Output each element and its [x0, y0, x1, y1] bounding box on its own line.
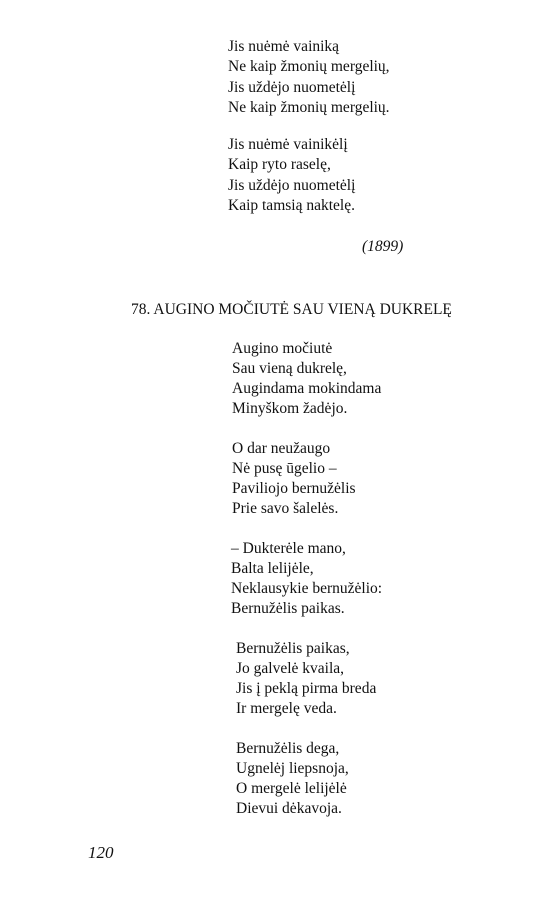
poem-stanza-5 [236, 739, 349, 819]
poem-line: Minyškom žadėjo. [232, 400, 348, 417]
poem-line: Dievui dėkavoja. [236, 800, 342, 817]
poem-line: Ugnelėj liepsnoja, [236, 760, 349, 777]
poem-line: Jis nuėmė vainikėlį [228, 136, 348, 153]
poem-line: Balta lelijėle, [231, 560, 314, 577]
poem-line: Jis uždėjo nuometėlį [228, 176, 356, 194]
poem-line: Prie savo šalelės. [232, 500, 339, 517]
poem-line: Ne kaip žmonių mergelių, [228, 58, 390, 76]
poem-line: Ne kaip žmonių mergelių. [228, 98, 390, 116]
previous-poem-stanza-1 [228, 37, 390, 118]
poem-line: O mergelė lelijėlė [236, 780, 347, 797]
poem-stanza-3 [231, 539, 382, 619]
poem-line: Nė pusę ūgelio – [232, 460, 337, 477]
poem-date: (1899) [362, 238, 404, 255]
poem-line: Kaip ryto raselę, [228, 156, 331, 174]
poem-line: Neklausykie bernužėlio: [231, 580, 383, 597]
poem-line: Bernužėlis dega, [236, 740, 340, 757]
poem-line: Jis į peklą pirma breda [236, 680, 377, 697]
poem-line: Ir mergelę veda. [236, 700, 337, 717]
poem-line: Sau vieną dukrelę, [232, 360, 347, 377]
poem-line: O dar neužaugo [232, 440, 331, 457]
poem-line: Paviliojo bernužėlis [232, 480, 356, 497]
previous-poem-stanza-2 [228, 135, 355, 216]
poem-line: Bernužėlis paikas, [236, 640, 350, 657]
poem-line: Bernužėlis paikas. [231, 600, 345, 617]
poem-title: 78. AUGINO MOČIUTĖ SAU VIENĄ DUKRELĘ [131, 301, 452, 318]
poem-line: Augindama mokindama [232, 380, 382, 397]
poem-line: Jis uždėjo nuometėlį [228, 78, 356, 96]
poem-line: – Dukterėle mano, [231, 540, 346, 557]
poem-stanza-4 [236, 639, 376, 719]
poem-line: Jo galvelė kvaila, [236, 660, 345, 677]
poem-stanza-2 [232, 439, 356, 519]
poem-line: Augino močiutė [232, 340, 333, 357]
poem-line: Kaip tamsią naktelę. [228, 196, 355, 214]
poem-stanza-1 [232, 339, 381, 419]
poem-line: Jis nuėmė vainiką [228, 38, 340, 55]
page-number: 120 [88, 843, 114, 862]
